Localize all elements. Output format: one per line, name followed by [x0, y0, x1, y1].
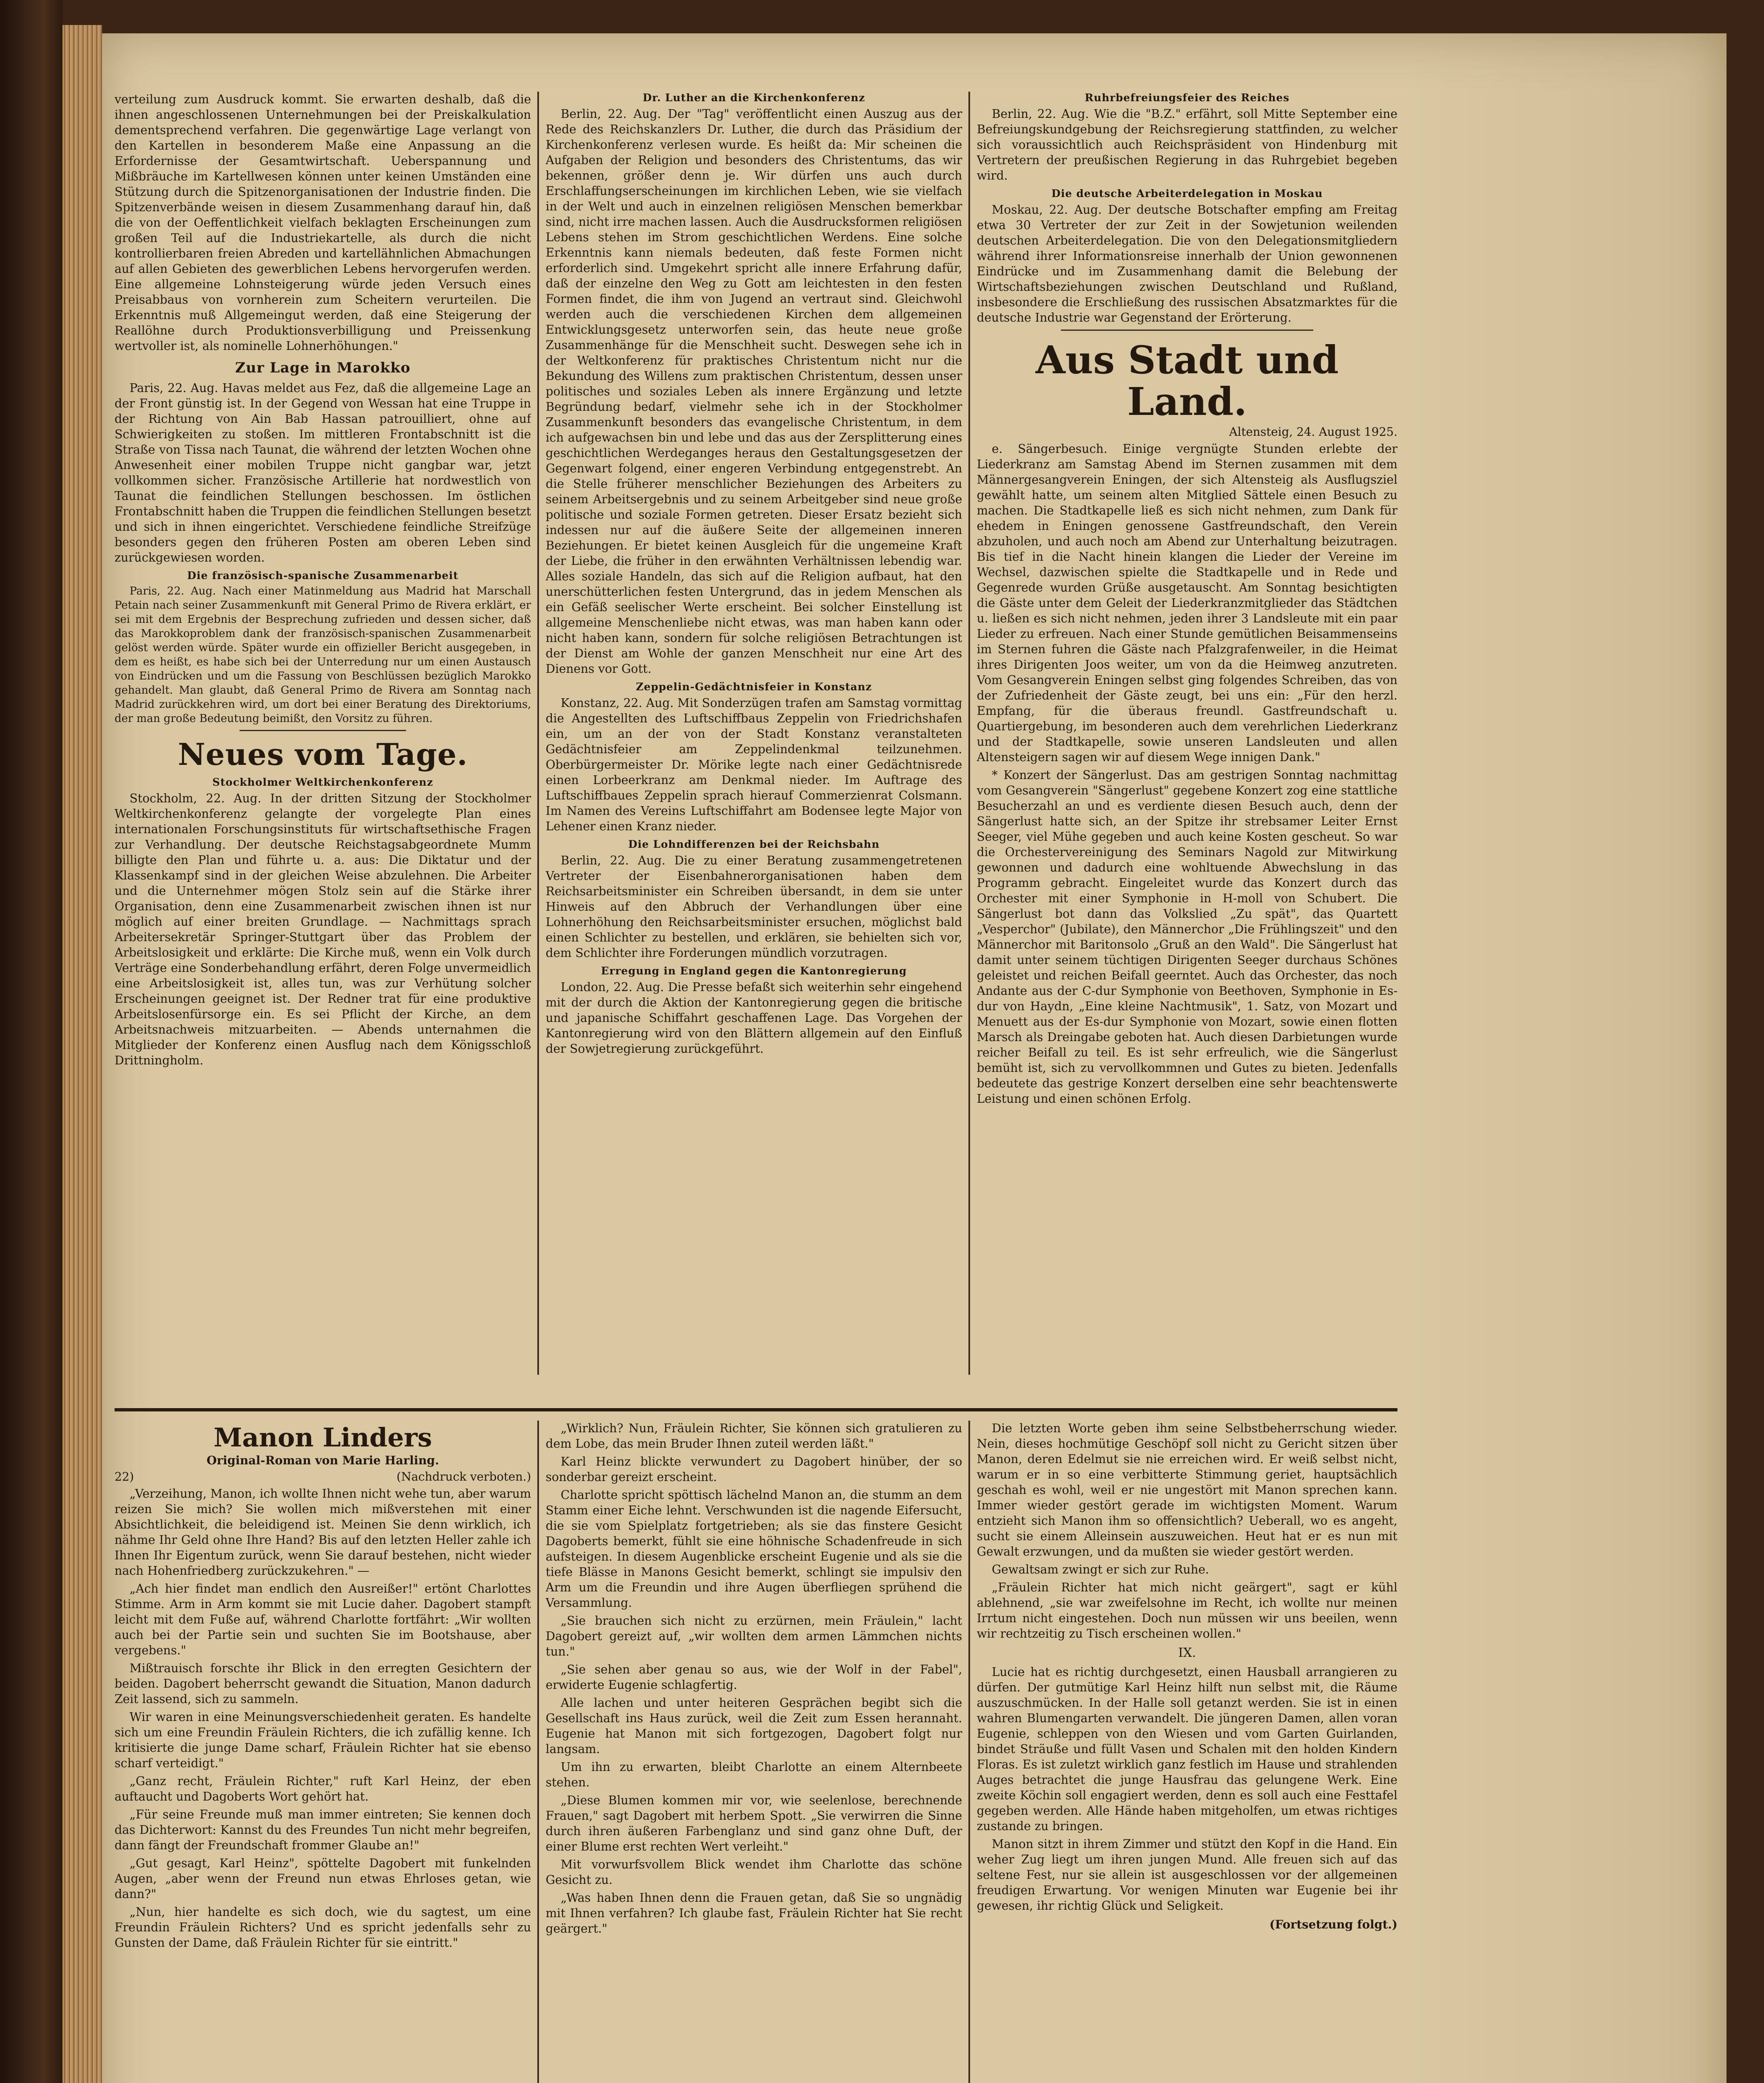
serial-paragraph: Wir waren in eine Meinungsverschiedenheit geraten. Es handelte sich um eine Freundin Fräulein Richters, die ich zufällig kenne. Ich kritisierte die junge Dame scharf, Fräulein Richter hat sie ebenso scharf verteidigt." — [115, 1710, 531, 1770]
news-headline: Neues vom Tage. — [177, 737, 468, 772]
continued-notice: (Fortsetzung folgt.) — [1269, 1918, 1397, 1931]
serial-paragraph: Um ihn zu erwarten, bleibt Charlotte an einem Alternbeete stehen. — [546, 1760, 962, 1789]
column-3 — [977, 92, 1397, 1383]
singers-paragraph: e. Sängerbesuch. Einige vergnügte Stunden erlebte der Liederkranz am Samstag Abend im Sternen zusammen mit dem Männergesangverein Eningen, der sich Altensteig als Ausflugsziel gewählt hatte, um seinem alten Mitglied Sättele einen Besuch zu machen. Die Stadtkapelle ließ es sich nicht nehmen, zum Dank für ehedem in Eningen genossene Gastfreundschaft, den Verein abzuholen, und auch noch am Abend zur Unterhaltung beizutragen. Bis tief in die Nacht hinein klangen die Lieder der Vereine im Wechsel, dazwischen spielte die Stadtkapelle und in Rede und Gegenrede wurden Grüße ausgetauscht. Am Sonntag besichtigten die Gäste unter dem Geleit der Liederkranzmitglieder das Städtchen u. ließen es sich nicht nehmen, jeden ihrer 3 Landsleute mit ein paar Lieder zu erfreuen. Nach einer Stunde gemütlichen Beisammenseins im Sternen fuhren die Gäste nach Pfalzgrafenweiler, in die Heimat ihres Dirigenten Joos weiter, um von da die Heimweg anzutreten. Vom Gesangverein Eningen selbst ging folgendes Schreiben, das von der Zufriedenheit der Gäste zeugt, bei uns ein: „Für den herzl. Empfang, für die überaus freundl. Gastfreundschaft u. Quartiergebung, im besonderen auch dem verehrlichen Liederkranz und der Stadtkapelle, sowie unseren Landsleuten und allen Altensteigern sagen wir auf diesem Wege innigen Dank." — [977, 442, 1397, 764]
serial-paragraph: Die letzten Worte geben ihm seine Selbstbeherrschung wieder. Nein, dieses hochmütige Geschöpf soll nicht zu Gericht sitzen über Manon, deren Edelmut sie nie erreichen wird. Er weiß selbst nicht, warum er in so eine verbitterte Stimmung geriet, hauptsächlich geschah es wohl, weil er nie ungestört mit Manon sprechen kann. Immer wieder gestört gerade im wichtigsten Moment. Warum entzieht sich Manon ihm so offensichtlich? Ueberall, wo es angeht, sucht sie einem Alleinsein auszuweichen. Heut hat er es nun mit Gewalt erzwungen, und da mußten sie wieder gestört werden. — [977, 1421, 1397, 1559]
serial-paragraph: Alle lachen und unter heiteren Gesprächen begibt sich die Gesellschaft ins Haus zurück, weil die Zeit zum Essen herannaht. Eugenie hat Manon mit sich fortgezogen, Dagobert folgt nur langsam. — [546, 1696, 962, 1756]
local-dateline: Altensteig, 24. August 1925. — [1229, 425, 1397, 439]
serial-paragraph: „Fräulein Richter hat mich nicht geärgert", sagt er kühl ablehnend, „sie war zweifelsohne im Recht, ich wollte nur meinen Irrtum nicht eingestehen. Doch nun müssen wir uns beeilen, wenn wir rechtzeitig zu Tisch erscheinen wollen." — [977, 1581, 1397, 1641]
serial-paragraph: „Nun, hier handelte es sich doch, wie du sagtest, um eine Freundin Fräulein Richters? Und es spricht jedenfalls sehr zu Gunsten der Dame, daß Fräulein Richter für sie eintritt." — [115, 1905, 531, 1950]
column-rule — [968, 1421, 970, 2083]
serial-paragraph: „Verzeihung, Manon, ich wollte Ihnen nicht wehe tun, aber warum reizen Sie mich? Sie wollen mich mißverstehen mit einer Absichtlichkeit, die beleidigend ist. Meinen Sie denn wirklich, ich nähme Ihr Geld ohne Ihre Hand? Bis auf den letzten Heller zahle ich Ihnen Ihr Eigentum zurück, wenn Sie darauf bestehen, nicht wieder nach Hohenfriedberg zurückzukehren." — — [115, 1487, 531, 1578]
serial-title: Manon Linders — [213, 1422, 432, 1453]
divider — [1061, 330, 1313, 331]
serial-paragraph: Mit vorwurfsvollem Blick wendet ihm Charlotte das schöne Gesicht zu. — [546, 1858, 962, 1887]
moscow-headline: Die deutsche Arbeiterdelegation in Moskau — [1051, 187, 1323, 200]
england-paragraph: London, 22. Aug. Die Presse befaßt sich weiterhin sehr eingehend mit der durch die Aktion der Kantonregierung gegen die britische und japanische Schiffahrt geschaffenen Lage. Das Vorgehen der Kantonregierung wird von den Blättern allgemein auf den Einfluß der Sowjetregierung zurückgeführt. — [546, 980, 962, 1056]
zeppelin-paragraph: Konstanz, 22. Aug. Mit Sonderzügen trafen am Samstag vormittag die Angestellten des Luftschiffbaus Zeppelin von Friedrichshafen ein, um an der von der Stadt Konstanz veranstalteten Gedächtnisfeier am Zeppelindenkmal teilzunehmen. Oberbürgermeister Dr. Mörike legte nach einer Gedächtnisrede einen Lorbeerkranz am Denkmal nieder. Im Auftrage des Luftschiffbaues Zeppelin sprach hierauf Commerzienrat Colsmann. Im Namen des Vereins Luftschiffahrt am Bodensee legte Major von Lehener einen Kranz nieder. — [546, 696, 962, 833]
divider — [240, 730, 406, 731]
serial-paragraph: „Für seine Freunde muß man immer eintreten; Sie kennen doch das Dichterwort: Kannst du des Freundes Tun nicht mehr begreifen, dann fängt der Freundschaft frommer Glaube an!" — [115, 1808, 531, 1852]
cooperation-paragraph: Paris, 22. Aug. Nach einer Matinmeldung aus Madrid hat Marschall Petain nach seiner Zusammenkunft mit General Primo de Rivera erklärt, er sei mit dem Ergebnis der Besprechung zufrieden und dessen sicher, daß das Marokkoproblem dank der französisch-spanischen Zusammenarbeit gelöst werden würde. Später wurde ein offizieller Bericht ausgegeben, in dem es heißt, es habe sich bei der Unterredung nur um einen Austausch von Eindrücken und um die Fassung von Beschlüssen bezüglich Marokko gehandelt. Man glaubt, daß General Primo de Rivera am Sonntag nach Madrid zurückkehren wird, um dort bei einer Beratung des Direktoriums, der man große Bedeutung beimißt, den Vorsitz zu führen. — [115, 585, 531, 725]
column-rule — [968, 92, 970, 1375]
ruhr-paragraph: Berlin, 22. Aug. Wie die "B.Z." erfährt, soll Mitte September eine Befreiungskundgebung der Reichsregierung stattfinden, zu welcher sich voraussichtlich auch Reichspräsident von Hindenburg mit Vertretern der preußischen Regierung in das Ruhrgebiet begeben wird. — [977, 107, 1397, 182]
serial-paragraph: Karl Heinz blickte verwundert zu Dagobert hinüber, der so sonderbar gereizt erscheint. — [546, 1455, 962, 1484]
column-rule — [537, 1421, 539, 2083]
local-section-headline: Aus Stadt und Land. — [1035, 337, 1339, 424]
serial-paragraph: „Gut gesagt, Karl Heinz", spöttelte Dagobert mit funkelnden Augen, „aber wenn der Freund nun etwas Ehrloses getan, wie dann?" — [115, 1856, 531, 1901]
serial-paragraph: Gewaltsam zwingt er sich zur Ruhe. — [992, 1563, 1209, 1576]
serial-paragraph: Mißtrauisch forschte ihr Blick in den erregten Gesichtern der beiden. Dagobert beherrscht gewandt die Situation, Manon dadurch Zeit lassend, sich zu sammeln. — [115, 1661, 531, 1706]
newspaper-page — [102, 33, 1727, 2083]
chapter-number: IX. — [1178, 1646, 1196, 1660]
concert-paragraph: * Konzert der Sängerlust. Das am gestrigen Sonntag nachmittag vom Gesangverein "Sängerlust" gegebene Konzert zog eine stattliche Besucherzahl an und es verdiente diesen Besuch auch, denn der Sängerlust hatte sich, an der Spitze ihr strebsamer Leiter Ernst Seeger, viel Mühe gegeben und auch keine Kosten gescheut. So war die Orchestervereinigung des Seminars Nagold zur Mitwirkung gewonnen und dadurch eine wohltuende Abwechslung in das Programm gebracht. Eingeleitet wurde das Konzert durch das Orchester mit einer Symphonie in H-moll von Schubert. Die Sängerlust bot dann das Volkslied „Zu spät", das Quartett „Vesperchor" (Jubilate), den Männerchor „Die Frühlingszeit" und den Männerchor mit Baritonsolo „Gruß an den Wald". Die Sängerlust hat damit unter seinem tüchtigen Dirigenten Seeger durchaus Schönes geleistet und reichen Beifall geerntet. Auch das Orchester, das noch Andante aus der C-dur Symphonie von Beethoven, Symphonie in Es-dur von Haydn, „Eine kleine Nachtmusik", 1. Satz, von Mozart und Menuett aus der Es-dur Symphonie von Mozart, sowie einen flotten Marsch als Dreingabe geboten hat. Auch diesen Darbietungen wurde reicher Beifall zu teil. Es ist sehr erfreulich, wie die Sängerlust bemüht ist, sich zu vervollkommnen und Gutes zu bieten. Jedenfalls bedeutete das gestrige Konzert derselben eine sehr beachtenswerte Leistung und einen schönen Erfolg. — [977, 768, 1397, 1106]
wage-paragraph: Berlin, 22. Aug. Die zu einer Beratung zusammengetretenen Vertreter der Eisenbahnerorganisationen haben dem Reichsarbeitsminister ein Schreiben übersandt, in dem sie unter Hinweis auf den Abbruch der Verhandlungen über eine Lohnerhöhung den Reichsarbeitsminister ersuchen, möglichst bald einen Schlichter zu bestellen, und erklären, sie behielten sich vor, dem Schlichter ihre Forderungen mündlich vorzutragen. — [546, 854, 962, 960]
page-right-margin — [1406, 33, 1727, 2083]
serial-paragraph: Charlotte spricht spöttisch lächelnd Manon an, die stumm an dem Stamm einer Eiche lehnt. Verschwunden ist die nagende Eifersucht, die sie vom Spielplatz fortgetrieben; als sie das finstere Gesicht Dagoberts bemerkt, fühlt sie eine höhnische Schadenfreude in sich aufsteigen. In diesem Augenblicke erscheint Eugenie und als sie die tiefe Blässe in Manons Gesicht bemerkt, schlingt sie impulsiv den Arm um die Freundin und ihre Augen überfliegen sprühend die Versammlung. — [546, 1488, 962, 1610]
news-subheadline: Stockholmer Weltkirchenkonferenz — [212, 776, 434, 788]
serial-paragraph: „Ganz recht, Fräulein Richter," ruft Karl Heinz, der eben auftaucht und Dagoberts Wort gehört hat. — [115, 1774, 531, 1803]
morocco-paragraph: Paris, 22. Aug. Havas meldet aus Fez, daß die allgemeine Lage an der Front günstig ist. In der Gegend von Wessan hat eine Truppe in der Richtung von Ain Bab Hassan patrouilliert, ohne auf Schwierigkeiten zu stoßen. Im mittleren Frontabschnitt ist die Straße von Tissa nach Taunat, die während der letzten Wochen ohne Anwesenheit einer mobilen Truppe nicht gangbar war, jetzt vollkommen sicher. Französische Artillerie hat nordwestlich von Taunat die feindlichen Stellungen beschossen. Im östlichen Frontabschnitt haben die Truppen die feindlichen Stellungen besetzt und sich in ihnen eingerichtet. Verschiedene feindliche Streifzüge besonders gegen den früheren Posten am oberen Leben sind zurückgewiesen worden. — [115, 381, 531, 564]
serial-paragraph: „Sie sehen aber genau so aus, wie der Wolf in der Fabel", erwiderte Eugenie schlagfertig. — [546, 1663, 962, 1692]
ruhr-headline: Ruhrbefreiungsfeier des Reiches — [1085, 92, 1290, 104]
luther-headline: Dr. Luther an die Kirchenkonferenz — [642, 92, 866, 104]
cooperation-headline: Die französisch-spanische Zusammenarbeit — [187, 569, 459, 582]
serial-paragraph: „Sie brauchen sich nicht zu erzürnen, mein Fräulein," lacht Dagobert gereizt auf, „wir wollten dem armen Lämmchen nichts tun." — [546, 1614, 962, 1658]
page-edges — [62, 25, 102, 2083]
zeppelin-headline: Zeppelin-Gedächtnisfeier in Konstanz — [636, 681, 872, 693]
serial-author: Original-Roman von Marie Harling. — [206, 1454, 439, 1467]
book-binding — [0, 0, 62, 2083]
luther-paragraph: Berlin, 22. Aug. Der "Tag" veröffentlicht einen Auszug aus der Rede des Reichskanzlers Dr. Luther, die durch das Präsidium der Kirchenkonferenz verlesen wurde. Es heißt da: Mir scheinen die Aufgaben der Religion und besonders des Christentums, das wir bekennen, größer denn je. Wir dürfen uns auch durch Erschlaffungserscheinungen im kirchlichen Leben, wie sie vielfach in der Welt und auch in einzelnen religiösen Menschen bemerkbar sind, nicht irre machen lassen. Auch die Ausdrucksformen religiösen Lebens stehen im Strom geschichtlichen Werdens. Eine solche Erkenntnis kann niemals bedeuten, daß feste Formen nicht erforderlich sind. Umgekehrt spricht alle innere Erfahrung dafür, daß der einzelne den Weg zu Gott am leichtesten in den festen Formen findet, die ihm von Jugend an vertraut sind. Gleichwohl werden auch die verschiedenen Kirchen dem allgemeinen Entwicklungsgesetz unterworfen sein, das heute neue große Zusammenhänge für die Menschheit sucht. Deswegen sehe ich in der Weltkonferenz für praktisches Christentum nicht nur die Bekundung des Willens zum praktischen Christentum, dessen unser politisches und soziales Leben als innere Ergänzung und letzte Begründung bedarf, vielmehr sehe ich in der Stockholmer Zusammenkunft besonders das evangelische Christentum, in dem ich aufgewachsen bin und lebe und das aus der Zersplitterung eines geschichtlichen Werdeganges heraus den Gestaltungsgesetzen der Gegenwart folgend, einer engeren Verbindung entgegenstrebt. An die Stelle früherer menschlicher Beziehungen des Arbeiters zu seinem Arbeitsergebnis und zu seinem Arbeitgeber sind neue große politische und soziale Formen getreten. Dieser Ersatz bezieht sich indessen nur auf die äußere Seite der allgemeinen inneren Beziehungen. Er bietet keinen Ausgleich für die ungemeine Kraft der Liebe, die früher in den erwähnten Verhältnissen lebendig war. Alles soziale Handeln, das sich auf die Religion aufbaut, hat den unerschütterlichen festen Untergrund, das in jedem Menschen als ein Gefäß seelischer Werte erscheint. Bei solcher Einstellung ist allgemeine Menschenliebe nicht etwas, was man haben kann oder nicht haben kann, sondern für solche religiösen Betrachtungen ist der Dienst am Wohle der ganzen Menschheit nur eine Art des Dienens vor Gott. — [546, 107, 962, 676]
column-2 — [546, 92, 962, 1383]
moscow-paragraph: Moskau, 22. Aug. Der deutsche Botschafter empfing am Freitag etwa 30 Vertreter der zur Zeit in der Sowjetunion weilenden deutschen Arbeiterdelegation. Die von den Delegationsmitgliedern während ihrer Informationsreise innerhalb der Union gewonnenen Eindrücke und im Zusammenhang damit die Belebung der Wirtschaftsbeziehungen zwischen Deutschland und Rußland, insbesondere die Erschließung des russischen Absatzmarktes für die deutsche Industrie war Gegenstand der Erörterung. — [977, 203, 1397, 325]
column-rule — [537, 92, 539, 1375]
serial-column-1 — [115, 1421, 531, 2083]
wage-headline: Die Lohndifferenzen bei der Reichsbahn — [628, 838, 880, 850]
serial-paragraph: Lucie hat es richtig durchgesetzt, einen Hausball arrangieren zu dürfen. Der gutmütige Karl Heinz hilft nun selbst mit, die Räume auszuschmücken. In der Halle soll getanzt werden. Sie ist in einen wahren Blumengarten verwandelt. Die jüngeren Damen, allen voran Eugenie, schleppen von den Wiesen und vom Garten Guirlanden, bindet Sträuße und füllt Vasen und Schalen mit den holden Kindern Floras. Es ist zuletzt wirklich ganz festlich im Hause und strahlenden Auges betrachtet die junge Hausfrau das gelungene Werk. Eine zweite Köchin soll engagiert werden, denn es soll auch eine Festtafel gegeben werden. Alle Hände haben mitgeholfen, um etwas richtiges zustande zu bringen. — [977, 1665, 1397, 1833]
intro-paragraph: verteilung zum Ausdruck kommt. Sie erwarten deshalb, daß die ihnen angeschlossenen Unternehmungen bei der Preiskalkulation dementsprechend verfahren. Die gegenwärtige Lage verlangt von den Kartellen in besonderem Maße eine Anpassung an die Erfordernisse der Gesamtwirtschaft. Ueberspannung und Mißbräuche im Kartellwesen können unter keinen Umständen eine Stützung durch die Spitzenorganisationen der Industrie finden. Die Spitzenverbände weisen in diesem Zusammenhang darauf hin, daß die von der Oeffentlichkeit vielfach beklagten Erscheinungen zum großen Teil auf die Industriekartelle, als durch die nicht kontrollierbaren freien Abreden und kartellähnlichen Abmachungen auf allen Gebieten des gewerblichen Lebens hervorgerufen werden. Eine allgemeine Lohnsteigerung würde jeden Versuch eines Preisabbaus von vornherein zum Scheitern verurteilen. Die Erkenntnis muß Allgemeingut werden, daß eine Steigerung der Reallöhne durch Produktionsverbilligung und Preissenkung wertvoller ist, als nominelle Lohnerhöhungen." — [115, 92, 531, 353]
serial-paragraph: „Wirklich? Nun, Fräulein Richter, Sie können sich gratulieren zu dem Lobe, das mein Bruder Ihnen zuteil werden läßt." — [546, 1421, 962, 1451]
serial-paragraph: „Ach hier findet man endlich den Ausreißer!" ertönt Charlottes Stimme. Arm in Arm kommt sie mit Lucie daher. Dagobert stampft leicht mit dem Fuße auf, während Charlotte fortfährt: „Wir wollten auch bei der Partie sein und suchten Sie im Bootshause, aber vergebens." — [115, 1582, 531, 1657]
section-divider — [115, 1408, 1397, 1411]
serial-column-3 — [977, 1421, 1397, 2083]
morocco-headline: Zur Lage in Marokko — [235, 360, 411, 376]
serial-paragraph: „Diese Blumen kommen mir vor, wie seelenlose, berechnende Frauen," sagt Dagobert mit herbem Spott. „Sie verwirren die Sinne durch ihren äußeren Farbenglanz und sind ganz ohne Duft, der einer Blume erst rechten Wert verleiht." — [546, 1793, 962, 1853]
serial-paragraph: Manon sitzt in ihrem Zimmer und stützt den Kopf in die Hand. Ein weher Zug liegt um ihren jungen Mund. Alle freuen sich auf das seltene Fest, nur sie allein ist ausgeschlossen vor der allgemeinen freudigen Erwartung. Vor wenigen Minuten war Eugenie bei ihr gewesen, ihr richtig Glück und Seligkeit. — [977, 1837, 1397, 1913]
serial-notice-row — [115, 1470, 531, 1484]
serial-paragraph: „Was haben Ihnen denn die Frauen getan, daß Sie so ungnädig mit Ihnen verfahren? Ich glaube fast, Fräulein Richter hat Sie recht geärgert." — [546, 1891, 962, 1936]
reprint-notice: (Nachdruck verboten.) — [397, 1470, 531, 1484]
news-paragraph: Stockholm, 22. Aug. In der dritten Sitzung der Stockholmer Weltkirchenkonferenz gelangte der vorgelegte Plan eines internationalen Forschungsinstituts für wirtschaftsethische Fragen zur Verhandlung. Der deutsche Reichstagsabgeordnete Mumm billigte den Plan und führte u. a. aus: Die Diktatur und der Klassenkampf sind in der gleichen Weise abzulehnen. Die Arbeiter und die Unternehmer mögen Stolz sein auf die Stärke ihrer Organisation, denn eine Zusammenarbeit zwischen ihnen ist nur möglich auf einer breiten Grundlage. — Nachmittags sprach Arbeitersekretär Springer-Stuttgart über das Problem der Arbeitslosigkeit und erklärte: Die Kirche muß, wenn ein Volk durch Verträge eine Sonderbehandlung erfährt, deren Folge unvermeidlich eine Arbeitslosigkeit ist, alles tun, was zur Verhütung solcher Erscheinungen geeignet ist. Der Redner trat für eine produktive Arbeitslosenfürsorge ein. Es sei Pflicht der Kirche, an dem Arbeitsnachweis mitzuarbeiten. — Abends unternahmen die Mitglieder der Konferenz einen Ausflug nach dem Königsschloß Drittningholm. — [115, 792, 531, 1067]
column-1 — [115, 92, 531, 1383]
serial-column-2 — [546, 1421, 962, 2083]
serial-installment: 22) — [115, 1470, 134, 1484]
england-headline: Erregung in England gegen die Kantonregierung — [601, 965, 907, 977]
